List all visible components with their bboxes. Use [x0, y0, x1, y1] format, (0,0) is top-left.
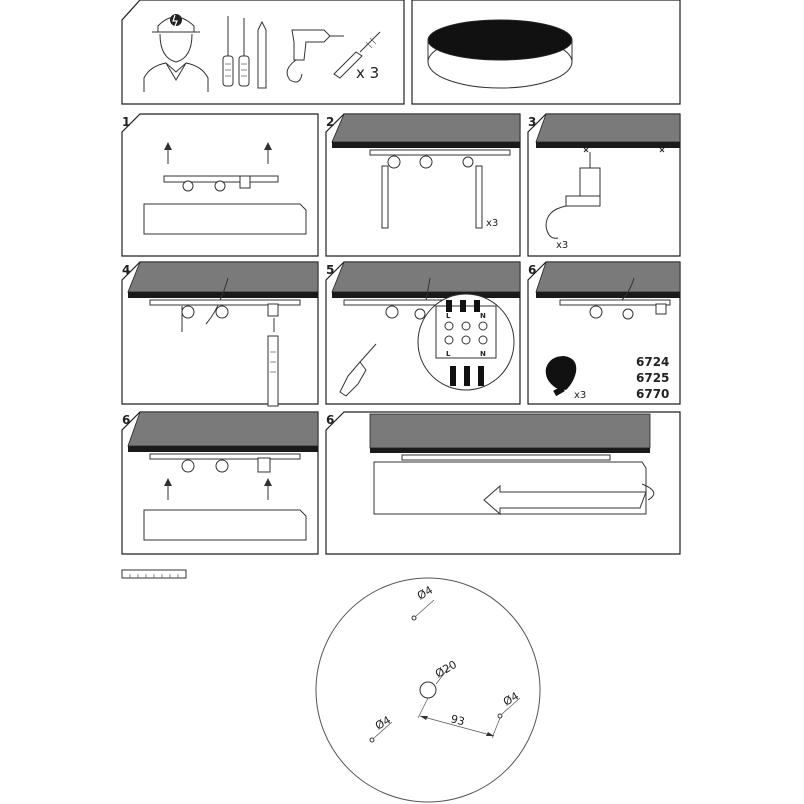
step-number: 4: [122, 263, 131, 277]
bulb-code-3: 6770: [636, 387, 670, 401]
step-2-quantity: x3: [486, 218, 499, 229]
step-number: 1: [122, 115, 131, 129]
step-6-bulb-quantity: x3: [574, 390, 587, 401]
drilling-template: [316, 578, 540, 802]
step-6-attach-panel: [122, 412, 318, 554]
step-number: 2: [326, 115, 335, 129]
step-number: 6: [528, 263, 537, 277]
step-number: 6: [122, 413, 131, 427]
terminal-label-n: N: [480, 312, 486, 320]
screwdriver-icon: [223, 16, 266, 88]
step-6-bulb-panel: [528, 262, 680, 404]
step-number: 6: [326, 413, 335, 427]
bulb-code-1: 6724: [636, 355, 670, 369]
terminal-block-detail: [418, 294, 514, 390]
ceiling-lamp-icon: [428, 20, 572, 88]
hole-spacing-label: 93: [449, 712, 467, 729]
bulb-code-2: 6725: [636, 371, 670, 385]
step-6-rotate-panel: [326, 412, 680, 554]
step-number: 3: [528, 115, 537, 129]
step-number: 5: [326, 263, 335, 277]
top-quantity: x 3: [356, 64, 380, 82]
step-3-panel: [528, 114, 680, 256]
step-1-panel: [122, 114, 318, 256]
terminal-label-l-bottom: L: [446, 350, 451, 358]
hole-left-label: Ø4: [373, 713, 394, 733]
hole-right-label: Ø4: [501, 689, 522, 709]
hole-top-label: Ø4: [415, 583, 436, 603]
ruler-icon: [122, 570, 186, 578]
step-3-quantity: x3: [556, 240, 569, 251]
step-2-panel: [326, 114, 520, 256]
light-bulb-icon: [546, 356, 577, 396]
center-hole-label: Ø20: [433, 658, 460, 681]
terminal-label-n-bottom: N: [480, 350, 486, 358]
electrician-icon: [144, 14, 208, 92]
step-5-panel: [326, 262, 520, 404]
drill-icon: [546, 152, 600, 238]
terminal-label-l: L: [446, 312, 451, 320]
tools-panel: [122, 0, 404, 104]
screwdriver-icon: [340, 344, 376, 396]
lamp-panel: [412, 0, 680, 104]
step-4-panel: [122, 262, 318, 406]
